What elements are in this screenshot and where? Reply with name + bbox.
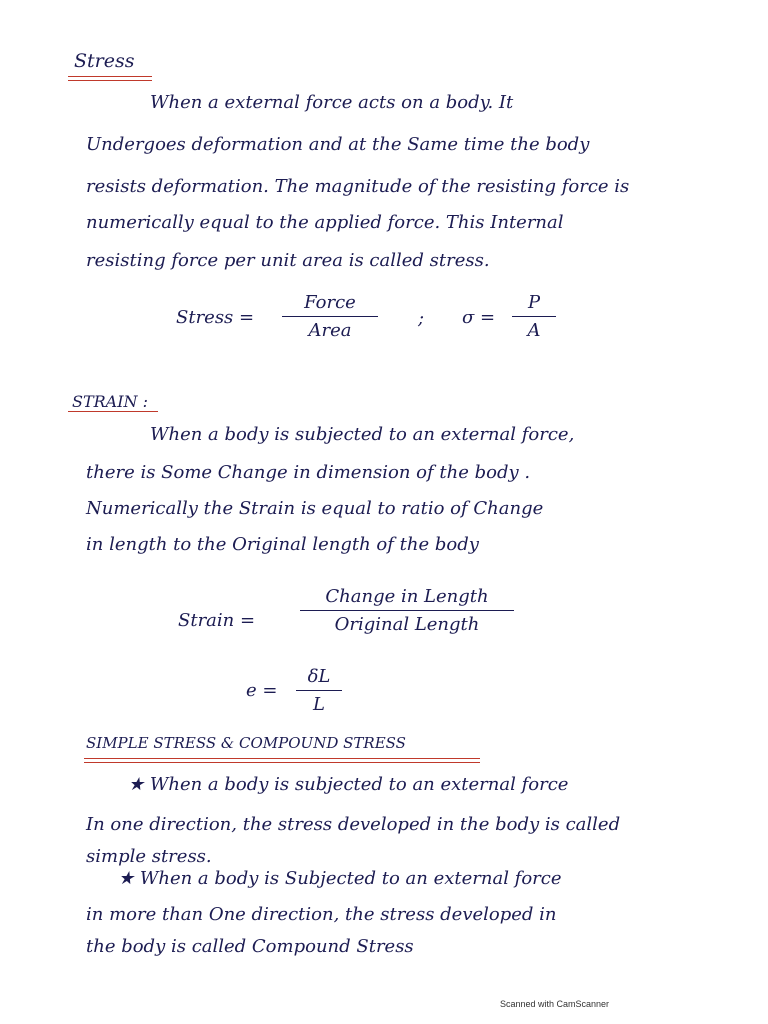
stress-heading: Stress — [74, 50, 135, 72]
stress-line-4: numerically equal to the applied force. This Internal — [86, 212, 564, 233]
fraction-bar — [296, 690, 342, 691]
stress-line-1: When a external force acts on a body. It — [150, 92, 514, 113]
strain-heading-underline — [68, 411, 158, 412]
simple-line-1: ★ When a body is subjected to an external force — [128, 774, 569, 795]
stress-formula-fraction — [282, 292, 378, 341]
stress-formula-lhs: Stress = — [176, 307, 255, 328]
strain-line-3: Numerically the Strain is equal to ratio of Change — [86, 498, 544, 519]
formula-separator: ; — [418, 308, 425, 329]
compound-line-3: the body is called Compound Stress — [86, 936, 414, 957]
stress-line-3: resists deformation. The magnitude of the resisting force is — [86, 176, 630, 197]
strain-formula-lhs: Strain = — [178, 610, 256, 631]
scanner-watermark: Scanned with CamScanner — [500, 999, 610, 1009]
stress-heading-underline — [68, 76, 152, 77]
stress-line-2: Undergoes deformation and at the Same time the body — [86, 134, 590, 155]
strain-line-1: When a body is subjected to an external force, — [150, 424, 575, 445]
fraction-bar — [300, 610, 514, 611]
e-formula-numerator: δL — [307, 666, 331, 687]
fraction-bar — [512, 316, 556, 317]
e-formula-denominator: L — [313, 694, 325, 715]
strain-heading: STRAIN : — [72, 392, 149, 411]
simple-compound-heading: SIMPLE STRESS & COMPOUND STRESS — [86, 734, 406, 752]
simple-line-2: In one direction, the stress developed in the body is called — [86, 814, 621, 835]
e-formula-fraction — [296, 666, 342, 715]
strain-formula-numerator: Change in Length — [325, 586, 489, 607]
sigma-formula-fraction — [512, 292, 556, 341]
e-formula-lhs: e = — [246, 680, 278, 701]
simple-line-3: simple stress. — [86, 846, 212, 867]
stress-formula-denominator: Area — [308, 320, 352, 341]
compound-line-2: in more than One direction, the stress developed in — [86, 904, 557, 925]
simple-compound-underline — [84, 758, 480, 759]
strain-formula-denominator: Original Length — [334, 614, 480, 635]
stress-line-5: resisting force per unit area is called stress. — [86, 250, 490, 271]
fraction-bar — [282, 316, 378, 317]
strain-line-2: there is Some Change in dimension of the body . — [86, 462, 531, 483]
sigma-formula-denominator: A — [527, 320, 541, 341]
sigma-formula-numerator: P — [527, 292, 541, 313]
simple-compound-underline-2 — [84, 762, 480, 763]
strain-formula-fraction — [300, 586, 514, 635]
stress-formula-numerator: Force — [304, 292, 356, 313]
strain-line-4: in length to the Original length of the body — [86, 534, 479, 555]
stress-heading-underline-2 — [68, 80, 152, 81]
sigma-formula-lhs: σ = — [462, 307, 496, 328]
compound-line-1: ★ When a body is Subjected to an external force — [118, 868, 562, 889]
